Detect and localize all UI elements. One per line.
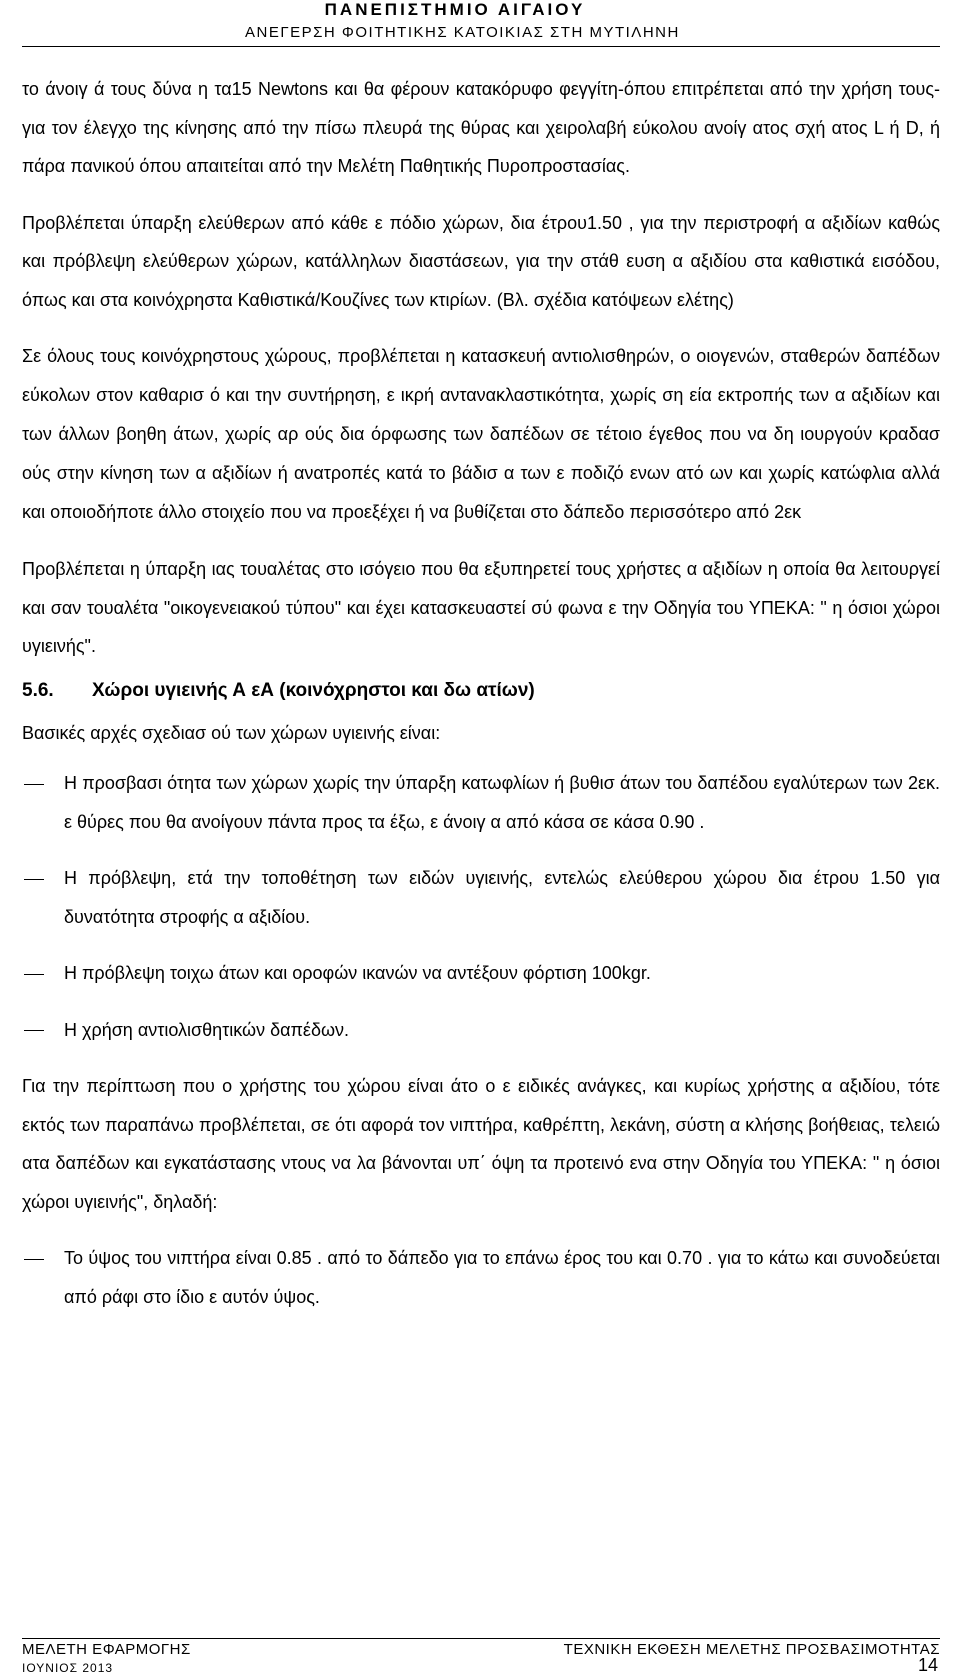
footer-line bbox=[22, 1641, 940, 1658]
list-item bbox=[22, 954, 940, 993]
paragraph-wheelchair-space: Προβλέπεται ύπαρξη ελεύθερων από κάθε ε πόδιο χώρων, δια έτρου1.50 , για την περιστροφή α αξιδίων καθώς και πρόβλεψη ελεύθερων χώρων, κατάλληλων διαστάσεων, για την στάθ ευση α αξιδίου στα καθιστικά εισόδου, όπως και στα κοινόχρηστα Καθιστικά/Κουζίνες των κτιρίων. (Βλ. σχέδια κατόψεων ελέτης) bbox=[22, 212, 940, 310]
paragraph-toilet: Προβλέπεται η ύπαρξη ιας τουαλέτας στο ισόγειο που θα εξυπηρετεί τους χρήστες α αξιδίων η οποία θα λειτουργεί και σαν τουαλέτα "οικογενειακού τύπου" και έχει κατασκευαστεί σύ φωνα ε την Οδηγία του ΥΠΕΚΑ: " η όσιοι χώροι υγιεινής". bbox=[22, 559, 940, 656]
paragraph-floors: Σε όλους τους κοινόχρηστους χώρους, προβλέπεται η κατασκευή αντιολισθηρών, ο οιογενών, σταθερών δαπέδων εύκολων στον καθαρισ ό και την συντήρηση, ε ικρή αντανακλαστικότητα, χωρίς ση εία εκτροπής των α αξιδίων και των άλλων βοηθη άτων, χωρίς αρ ούς δια όρφωσης των δαπέδων σε τέτοιο έγεθος που να δη ιουργούν κραδασ ούς στην κίνηση των α αξιδίων ή ανατροπές κατά το βάδισ α των ε ποδιζό ενων ατό ων και χωρίς κατώφλια αλλά και οποιοδήποτε άλλο στοιχείο που να προεξέχει ή να βυθίζεται στο δάπεδο περισσότερο από 2εκ bbox=[22, 346, 940, 522]
dash-bullet-icon bbox=[22, 764, 64, 841]
paragraph-special-needs: Για την περίπτωση που ο χρήστης του χώρου είναι άτο ο ε ειδικές ανάγκες, και κυρίως χρήστης α αξιδίου, τότε εκτός των παραπάνω προβλέπεται, σε ότι αφορά τον νιπτήρα, καθρέπτη, λεκάνη, σύστη α κλήσης βοήθειας, τελειώ ατα δαπέδων και εγκατάστασης ντους να λα βάνονται υπ΄ όψη τα προτεινό ενα στην Οδηγία του ΥΠΕΚΑ: " η όσιοι χώροι υγιεινής", δηλαδή: bbox=[22, 1076, 940, 1212]
section-number: 5.6. bbox=[22, 679, 54, 701]
document-body bbox=[22, 70, 940, 1316]
list-item-text: Η πρόβλεψη τοιχω άτων και οροφών ικανών να αντέξουν φόρτιση 100kgr. bbox=[64, 963, 651, 983]
paragraph-principles: Βασικές αρχές σχεδιασ ού των χώρων υγιεινής είναι: bbox=[22, 722, 441, 743]
footer-rule bbox=[22, 1638, 940, 1639]
footer-right: ΤΕΧΝΙΚΗ ΕΚΘΕΣΗ ΜΕΛΕΤΗΣ ΠΡΟΣΒΑΣΙΜΟΤΗΤΑΣ bbox=[563, 1641, 940, 1658]
paragraph-doors: το άνοιγ ά τους δύνα η τα15 Newtons και θα φέρουν κατακόρυφο φεγγίτη-όπου επιτρέπεται από την χρήση τους- για τον έλεγχο της κίνησης από την πίσω πλευρά της θύρας και χειρολαβή εύκολου ανοίγ ατος σχή ατος L ή D, ή πάρα πανικού όπου απαιτείται από την Μελέτη Παθητικής Πυροπροστασίας. bbox=[22, 79, 940, 176]
header-university: ΠΑΝΕΠΙΣΤΗΜΙΟ ΑΙΓΑΙΟΥ bbox=[324, 0, 586, 19]
list-item-text: Η πρόβλεψη, ετά την τοποθέτηση των ειδών υγιεινής, εντελώς ελεύθερου χώρου δια έτρου 1.50 για δυνατότητα στροφής α αξιδίου. bbox=[64, 868, 940, 927]
list-item bbox=[22, 1239, 940, 1316]
section-title: Χώροι υγιεινής Α εΑ (κοινόχρηστοι και δω ατίων) bbox=[92, 679, 535, 701]
dash-bullet-icon bbox=[22, 954, 64, 993]
section-heading bbox=[22, 672, 940, 710]
dash-bullet-icon bbox=[22, 1239, 64, 1316]
list-item bbox=[22, 764, 940, 841]
footer-date: ΙΟΥΝΙΟΣ 2013 bbox=[22, 1661, 114, 1675]
list-item-text: Το ύψος του νιπτήρα είναι 0.85 . από το δάπεδο για το επάνω έρος του και 0.70 . για το κάτω και συνοδεύεται από ράφι στο ίδιο ε αυτόν ύψος. bbox=[64, 1248, 940, 1307]
list-item bbox=[22, 1011, 940, 1050]
header-rule bbox=[22, 46, 940, 47]
dash-bullet-icon bbox=[22, 859, 64, 936]
footer-left: ΜΕΛΕΤΗ ΕΦΑΡΜΟΓΗΣ bbox=[22, 1641, 191, 1658]
list-item-text: Η χρήση αντιολισθητικών δαπέδων. bbox=[64, 1019, 350, 1040]
header-project: ΑΝΕΓΕΡΣΗ ΦΟΙΤΗΤΙΚΗΣ ΚΑΤΟΙΚΙΑΣ ΣΤΗ ΜΥΤΙΛΗΝΗ bbox=[245, 24, 680, 41]
list-item bbox=[22, 859, 940, 936]
dash-bullet-icon bbox=[22, 1011, 64, 1050]
list-item-text: Η προσβασι ότητα των χώρων χωρίς την ύπαρξη κατωφλίων ή βυθισ άτων του δαπέδου εγαλύτερων των 2εκ. ε θύρες που θα ανοίγουν πάντα προς τα έξω, ε άνοιγ α από κάσα σε κάσα 0.90 . bbox=[64, 773, 940, 832]
page-number: 14 bbox=[917, 1655, 938, 1675]
